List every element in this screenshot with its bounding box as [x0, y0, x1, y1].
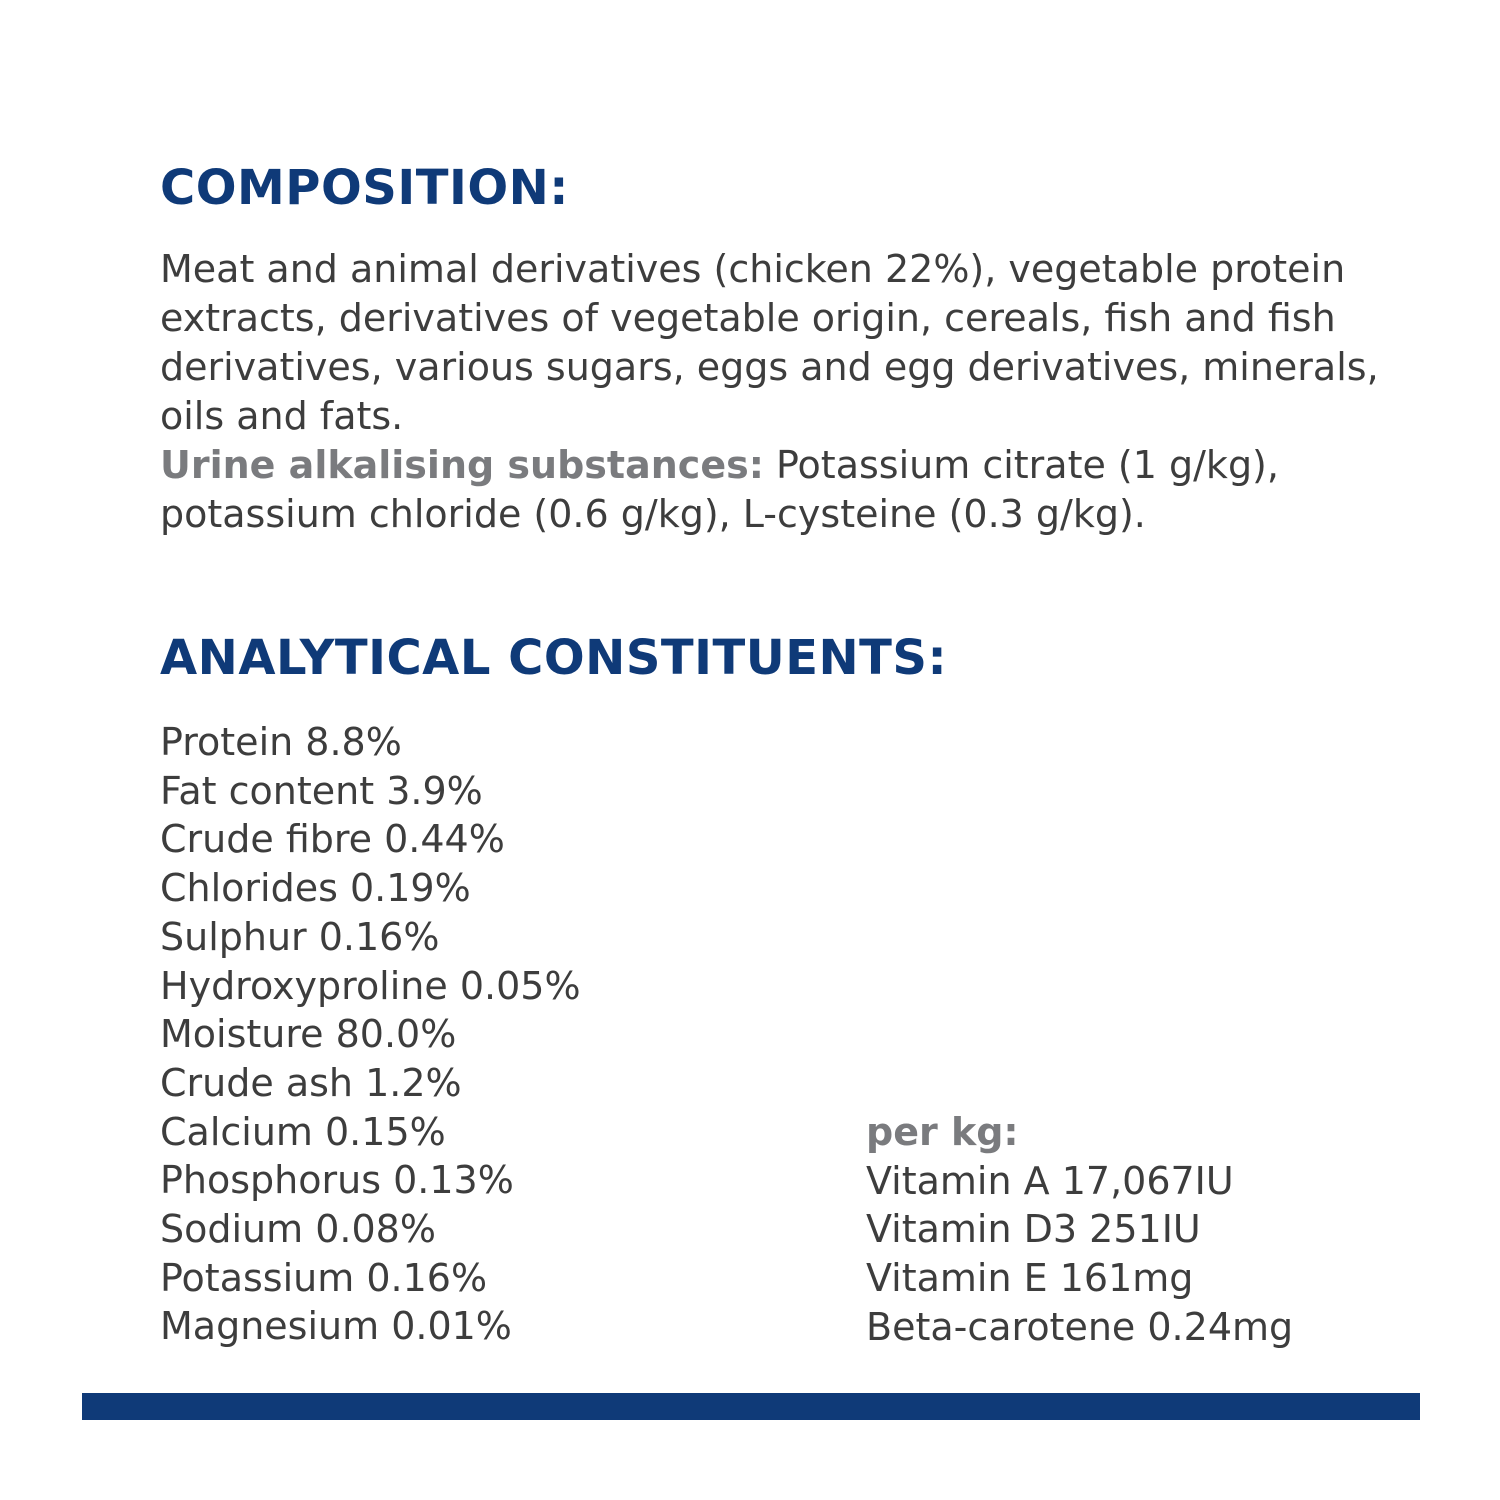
urine-alkalising-text: Potassium citrate (1 g/kg), potassium chloride (0.6 g/kg), L-cysteine (0.3 g/kg). [160, 443, 1279, 536]
constituent-item: Phosphorus 0.13% [160, 1158, 514, 1203]
per-kg-label: per kg: [866, 1110, 1019, 1154]
composition-text [160, 245, 1390, 539]
per-kg-item: Vitamin E 161mg [866, 1256, 1194, 1301]
constituent-item: Calcium 0.15% [160, 1109, 446, 1154]
constituent-item: Moisture 80.0% [160, 1012, 457, 1057]
constituent-item: Fat content 3.9% [160, 768, 483, 813]
constituent-item: Hydroxyproline 0.05% [160, 963, 581, 1008]
constituent-item: Crude fibre 0.44% [160, 817, 505, 862]
constituent-item: Chlorides 0.19% [160, 866, 471, 911]
constituent-item: Sulphur 0.16% [160, 914, 440, 959]
per-kg-item: Vitamin A 17,067IU [866, 1158, 1234, 1203]
urine-alkalising-paragraph [160, 441, 1390, 539]
urine-alkalising-label: Urine alkalising substances: [160, 443, 764, 487]
constituent-item: Protein 8.8% [160, 720, 402, 764]
constituent-item: Sodium 0.08% [160, 1207, 436, 1252]
footer-divider-bar [82, 1393, 1420, 1420]
constituent-item: Magnesium 0.01% [160, 1304, 512, 1349]
per-kg-item: Beta-carotene 0.24mg [866, 1304, 1294, 1349]
ingredients-paragraph: Meat and animal derivatives (chicken 22%), vegetable protein extracts, derivatives of vegetable origin, cereals, fish and fish derivatives, various sugars, eggs and egg derivatives, minerals, oils and fats. [160, 247, 1379, 438]
per-kg-item: Vitamin D3 251IU [866, 1207, 1201, 1252]
analytical-constituents-heading: ANALYTICAL CONSTITUENTS: [160, 630, 948, 686]
composition-heading: COMPOSITION: [160, 160, 569, 216]
per-kg-list [866, 1108, 1293, 1352]
constituent-item: Potassium 0.16% [160, 1255, 488, 1300]
constituents-list [160, 718, 581, 1351]
constituent-item: Crude ash 1.2% [160, 1060, 462, 1105]
